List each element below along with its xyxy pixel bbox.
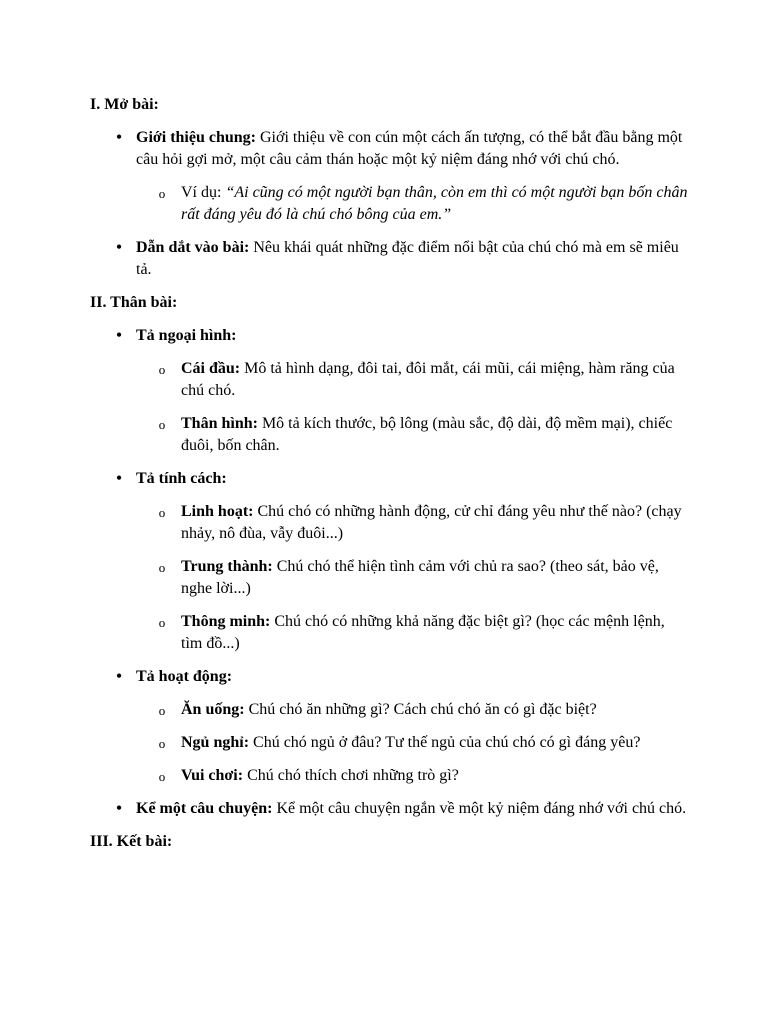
section-heading: III. Kết bài: — [90, 833, 173, 850]
sub-list-item — [136, 765, 690, 787]
sub-list-item-line — [181, 358, 690, 402]
item-term: Cái đầu: — [181, 360, 241, 377]
item-text: Mô tả kích thước, bộ lông (màu sắc, độ dài, độ mềm mại), chiếc đuôi, bốn chân. — [181, 415, 673, 454]
sub-list-item — [136, 358, 690, 402]
list-item — [90, 127, 690, 226]
item-text: Nêu khái quát những đặc điểm nổi bật của chú chó mà em sẽ miêu tả. — [136, 239, 679, 278]
sub-list-item-line — [181, 501, 690, 545]
sub-bullet-list — [136, 182, 690, 226]
item-term: Ăn uống: — [181, 701, 245, 718]
sub-bullet-list — [136, 501, 690, 655]
list-item-line — [136, 468, 690, 490]
sub-list-item — [136, 556, 690, 600]
list-item — [90, 798, 690, 820]
bullet-circle-icon: o — [158, 703, 166, 718]
sub-bullet-list — [136, 699, 690, 787]
bullet-dot-icon: • — [116, 327, 122, 344]
sub-bullet-list — [136, 358, 690, 457]
item-text: Chú chó có những hành động, cử chỉ đáng yêu như thế nào? (chạy nhảy, nô đùa, vẫy đuôi...) — [181, 503, 682, 542]
sub-list-item-line — [181, 699, 690, 721]
list-item-line — [136, 325, 690, 347]
list-item — [90, 325, 690, 457]
sub-list-item — [136, 182, 690, 226]
sub-list-item-line — [181, 611, 690, 655]
bullet-circle-icon: o — [158, 505, 166, 520]
list-item-line — [136, 666, 690, 688]
item-term: Ngủ nghỉ: — [181, 734, 250, 751]
bullet-list — [90, 127, 690, 281]
bullet-circle-icon: o — [158, 615, 166, 630]
item-term: Tả hoạt động: — [136, 668, 233, 685]
sub-list-item — [136, 413, 690, 457]
bullet-dot-icon: • — [116, 129, 122, 146]
item-text: Chú chó thể hiện tình cảm với chủ ra sao? (theo sát, bảo vệ, nghe lời...) — [181, 558, 659, 597]
sub-list-item-line — [181, 413, 690, 457]
sub-list-item-line — [181, 556, 690, 600]
list-item-line — [136, 127, 690, 171]
item-term: Vui chơi: — [181, 767, 244, 784]
sub-list-item — [136, 732, 690, 754]
sub-list-item-line — [181, 765, 690, 787]
item-term: Giới thiệu chung: — [136, 129, 256, 146]
bullet-circle-icon: o — [158, 417, 166, 432]
list-item-line — [136, 798, 690, 820]
document-body — [90, 94, 690, 864]
item-text: Chú chó ngủ ở đâu? Tư thế ngủ của chú chó có gì đáng yêu? — [249, 734, 641, 751]
item-term: Trung thành: — [181, 558, 273, 575]
bullet-circle-icon: o — [158, 362, 166, 377]
list-item-line — [136, 237, 690, 281]
bullet-dot-icon: • — [116, 668, 122, 685]
list-item — [90, 666, 690, 787]
item-text: Kể một câu chuyện ngắn về một kỷ niệm đáng nhớ với chú chó. — [272, 800, 687, 817]
item-text: Chú chó thích chơi những trò gì? — [243, 767, 459, 784]
bullet-dot-icon: • — [116, 470, 122, 487]
item-term: Kể một câu chuyện: — [136, 800, 273, 817]
sub-list-item — [136, 611, 690, 655]
item-term: Thân hình: — [181, 415, 258, 432]
item-quote: “Ai cũng có một người bạn thân, còn em thì có một người bạn bốn chân rất đáng yêu đó là chú chó bông của em.” — [181, 184, 688, 223]
sub-list-item-line — [181, 732, 690, 754]
item-term: Linh hoạt: — [181, 503, 254, 520]
item-term: Tả tính cách: — [136, 470, 227, 487]
item-text: Mô tả hình dạng, đôi tai, đôi mắt, cái mũi, cái miệng, hàm răng của chú chó. — [181, 360, 675, 399]
item-text: Ví dụ: — [181, 184, 226, 201]
item-term: Tả ngoại hình: — [136, 327, 237, 344]
list-item — [90, 237, 690, 281]
item-term: Thông minh: — [181, 613, 271, 630]
section-heading: II. Thân bài: — [90, 294, 178, 311]
bullet-circle-icon: o — [158, 186, 166, 201]
bullet-dot-icon: • — [116, 239, 122, 256]
sub-list-item — [136, 501, 690, 545]
section-heading: I. Mở bài: — [90, 96, 159, 113]
item-text: Chú chó có những khả năng đặc biệt gì? (học các mệnh lệnh, tìm đồ...) — [181, 613, 665, 652]
bullet-list — [90, 325, 690, 820]
sub-list-item — [136, 699, 690, 721]
bullet-dot-icon: • — [116, 800, 122, 817]
sub-list-item-line — [181, 182, 690, 226]
item-text: Giới thiệu về con cún một cách ấn tượng, có thể bắt đầu bằng một câu hỏi gợi mở, một câu cảm thán hoặc một kỷ niệm đáng nhớ với chú chó. — [136, 129, 683, 168]
item-term: Dẫn dắt vào bài: — [136, 239, 250, 256]
bullet-circle-icon: o — [158, 736, 166, 751]
item-text: Chú chó ăn những gì? Cách chú chó ăn có gì đặc biệt? — [244, 701, 597, 718]
bullet-circle-icon: o — [158, 769, 166, 784]
bullet-circle-icon: o — [158, 560, 166, 575]
list-item — [90, 468, 690, 655]
